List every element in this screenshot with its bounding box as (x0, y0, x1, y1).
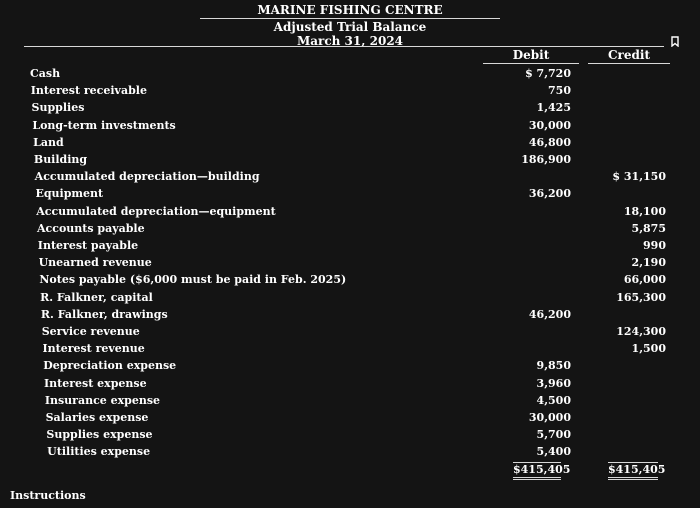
table-row (0, 289, 700, 306)
account-name: Utilities expense (47, 445, 151, 459)
debit-amount: 36,200 (528, 187, 571, 201)
account-name: Notes payable ($6,000 must be paid in Feb. 2025) (39, 273, 347, 287)
account-name: Land (33, 135, 64, 149)
totals-row (0, 462, 700, 479)
credit-amount: 1,500 (631, 342, 666, 356)
account-name: Unearned revenue (38, 256, 152, 270)
debit-amount: 3,960 (536, 376, 571, 390)
account-name: R. Falkner, drawings (40, 307, 168, 321)
account-name: Long-term investments (32, 118, 176, 132)
debit-amount: 46,200 (528, 307, 571, 321)
debit-amount: 5,400 (536, 445, 571, 459)
table-row (0, 82, 700, 99)
table-row (0, 185, 700, 202)
debit-amount: 30,000 (528, 118, 571, 132)
table-row (0, 117, 700, 134)
table-row (0, 306, 700, 323)
table-row (0, 203, 700, 220)
table-row (0, 151, 700, 168)
statement-date: March 31, 2024 (296, 34, 404, 48)
debit-amount: 4,500 (536, 393, 571, 407)
account-name: Interest payable (37, 239, 139, 252)
table-row (0, 443, 700, 460)
debit-amount: $ 7,720 (525, 67, 571, 80)
credit-column-header: Credit (588, 48, 670, 64)
account-name: Cash (30, 67, 61, 80)
table-row (0, 99, 700, 116)
table-row (0, 271, 700, 288)
account-name: Interest expense (44, 376, 147, 390)
header-divider (200, 18, 500, 19)
debit-amount: 9,850 (536, 359, 571, 373)
table-row (0, 168, 700, 185)
table-row (0, 426, 700, 443)
bookmark-icon[interactable] (671, 36, 679, 47)
credit-amount: 990 (643, 239, 666, 252)
debit-amount: 1,425 (536, 101, 571, 115)
debit-amount: 186,900 (521, 153, 571, 166)
debit-amount: 750 (548, 84, 571, 98)
credit-total: $415,405 (608, 462, 658, 480)
account-name: Supplies (31, 101, 85, 115)
account-name: Service revenue (41, 325, 140, 338)
table-row (0, 340, 700, 357)
credit-amount: 18,100 (623, 204, 666, 218)
table-row (0, 254, 700, 271)
credit-amount: 66,000 (623, 273, 666, 287)
credit-amount: 124,300 (616, 325, 666, 338)
account-name: Accounts payable (37, 221, 145, 235)
account-name: Depreciation expense (43, 359, 177, 373)
credit-amount: $ 31,150 (612, 170, 666, 184)
debit-amount: 30,000 (528, 411, 571, 424)
table-row (0, 323, 700, 340)
table-row (0, 357, 700, 374)
debit-amount: 46,800 (528, 135, 571, 149)
table-row (0, 237, 700, 254)
account-name: Supplies expense (46, 428, 153, 442)
account-name: Insurance expense (44, 393, 161, 407)
credit-amount: 2,190 (631, 256, 666, 270)
table-row (0, 392, 700, 409)
debit-total: $415,405 (513, 462, 561, 480)
account-name: Accumulated depreciation—equipment (36, 204, 276, 218)
debit-column-header: Debit (483, 48, 579, 64)
table-row (0, 409, 700, 426)
account-name: Salaries expense (45, 411, 149, 424)
company-name: MARINE FISHING CENTRE (257, 3, 443, 17)
table-row (0, 134, 700, 151)
account-name: Accumulated depreciation—building (34, 170, 260, 184)
table-row (0, 375, 700, 392)
account-name: R. Falkner, capital (40, 290, 153, 304)
statement-title: Adjusted Trial Balance (273, 20, 427, 34)
account-name: Interest revenue (42, 342, 145, 356)
instructions-label[interactable]: Instructions (10, 489, 86, 502)
credit-amount: 165,300 (616, 290, 666, 304)
table-row (0, 65, 700, 82)
statement-header (200, 3, 500, 48)
table-top-rule (24, 46, 664, 47)
account-name: Equipment (35, 187, 104, 201)
account-name: Building (33, 153, 88, 166)
credit-amount: 5,875 (631, 221, 666, 235)
table-row (0, 220, 700, 237)
debit-amount: 5,700 (536, 428, 571, 442)
account-name: Interest receivable (30, 84, 147, 98)
